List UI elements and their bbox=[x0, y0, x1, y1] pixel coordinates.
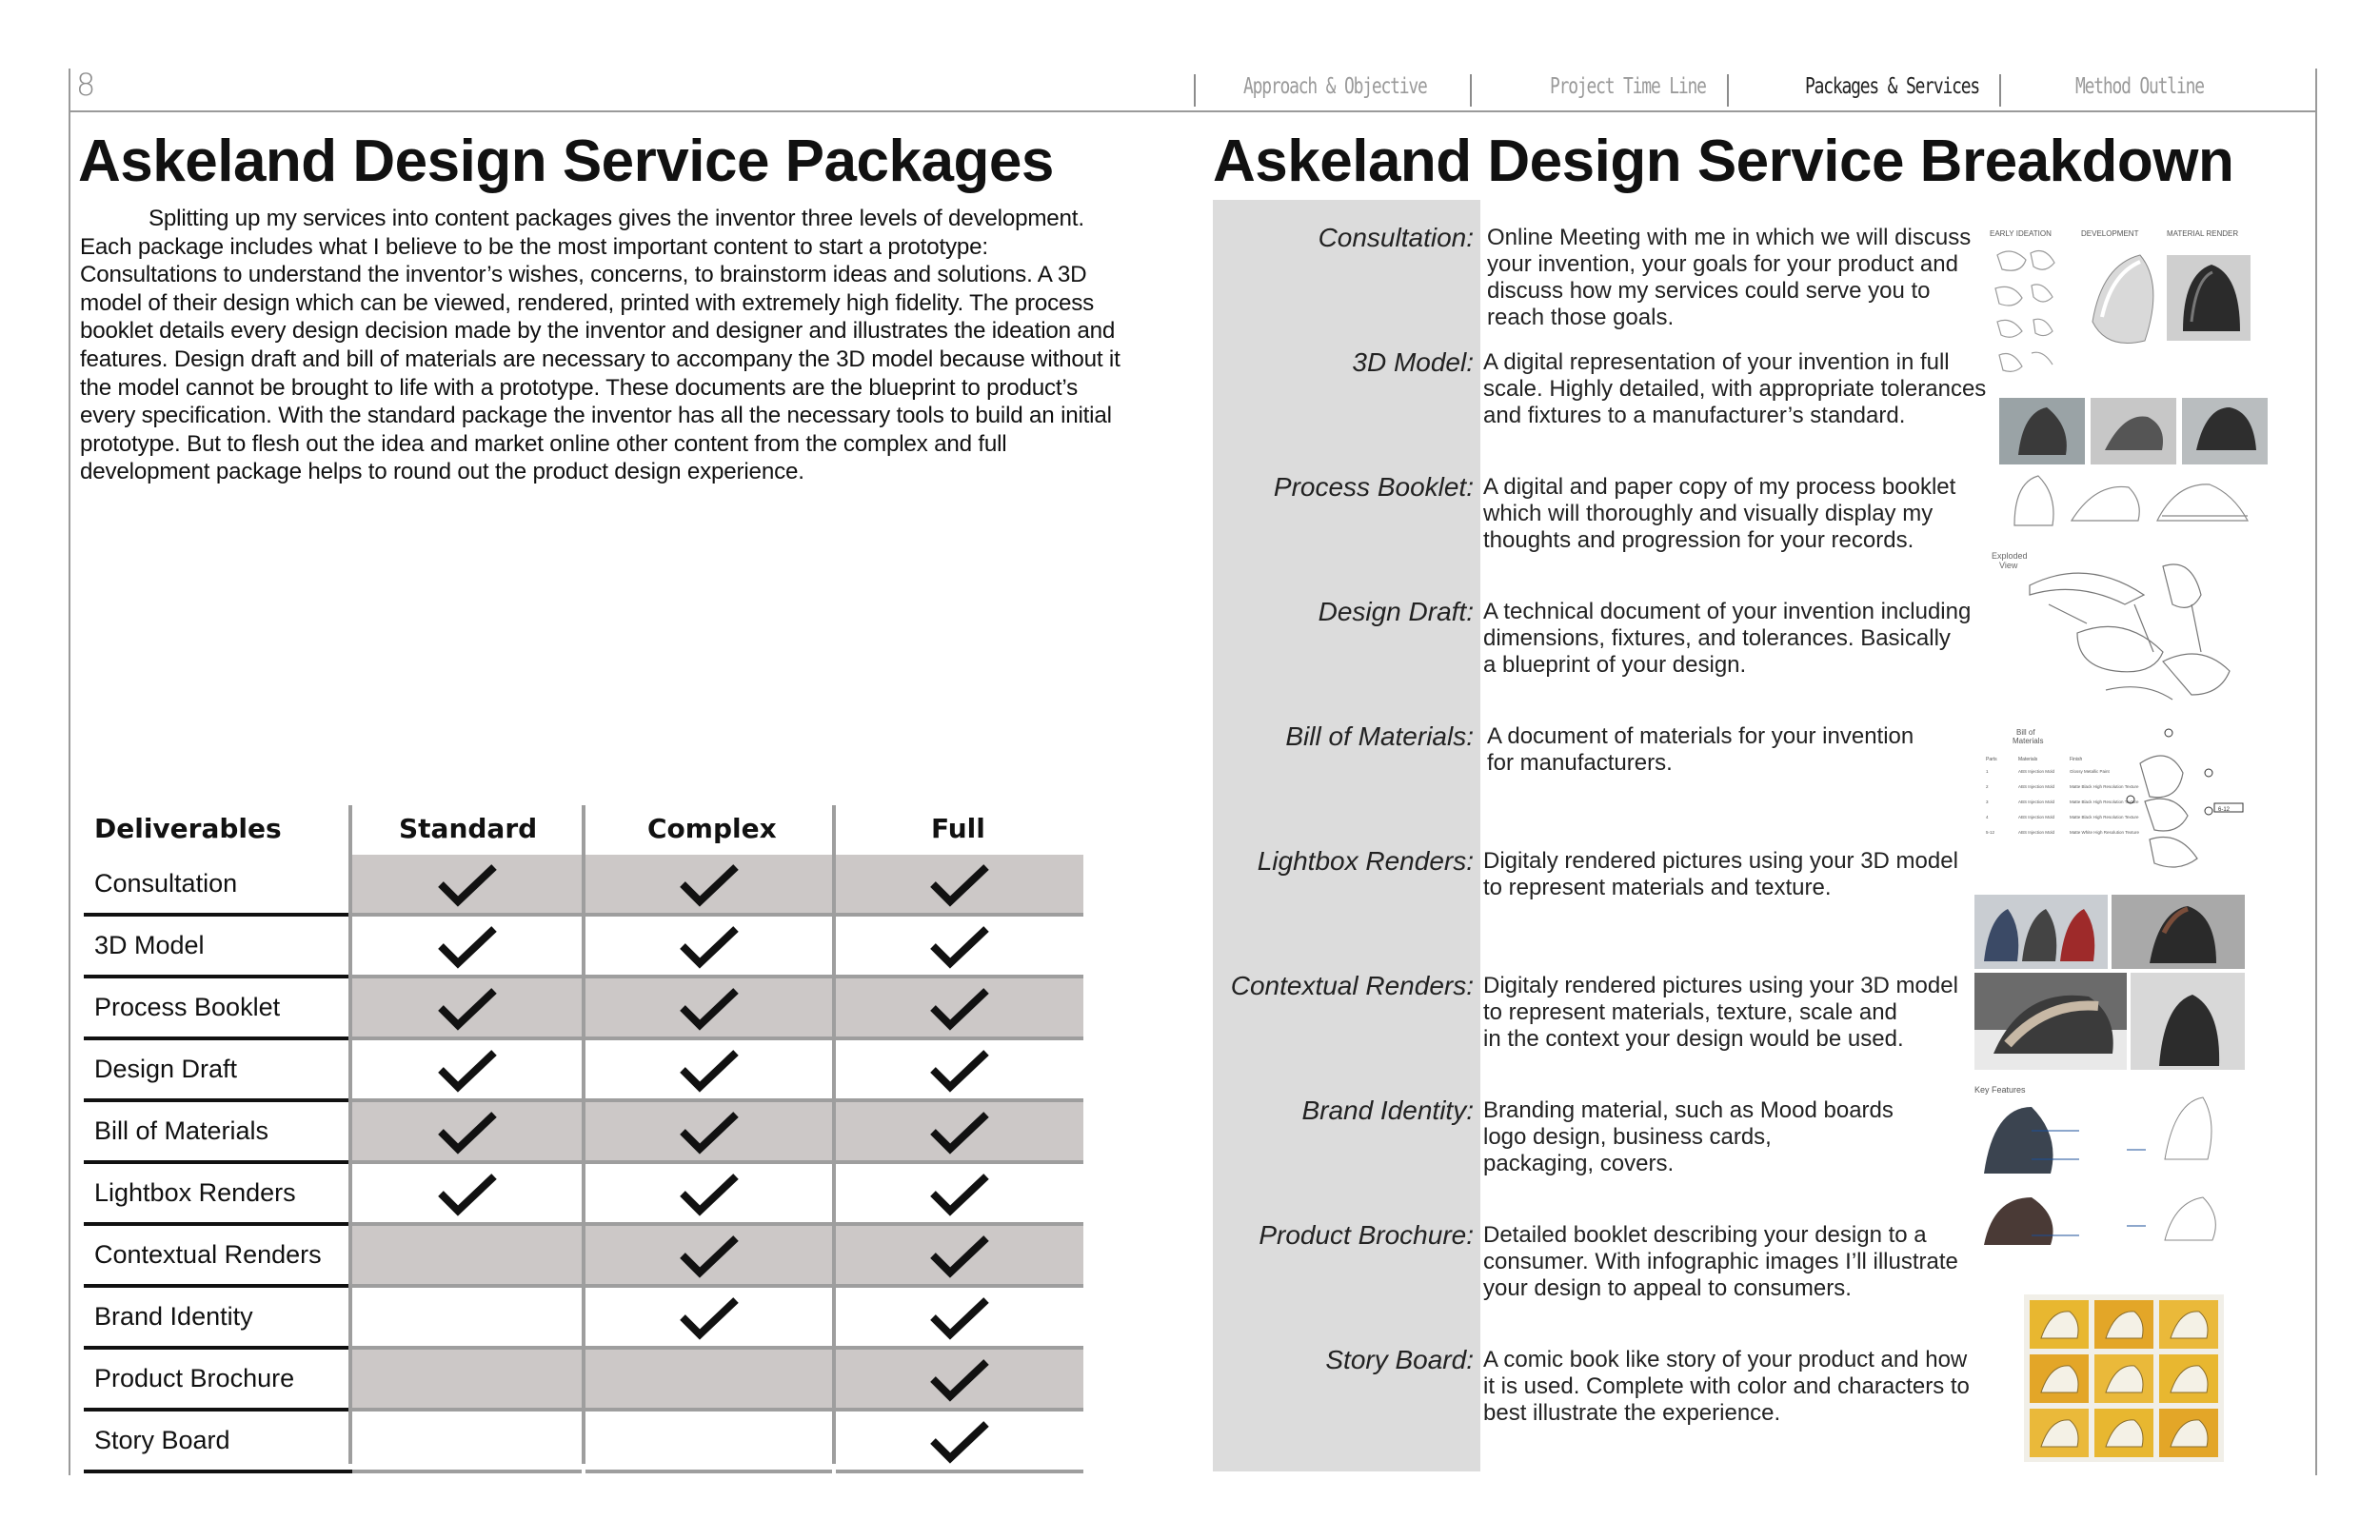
service-label: Product Brochure: bbox=[1259, 1220, 1474, 1250]
contextual-render-image-2 bbox=[2131, 973, 2245, 1070]
description-line: A technical document of your invention including bbox=[1483, 599, 1972, 624]
bom-cell: Matte Black High Resolution Texture bbox=[2070, 784, 2139, 789]
service-label: Design Draft: bbox=[1318, 597, 1474, 626]
description-line: Branding material, such as Mood boards bbox=[1483, 1097, 1894, 1123]
bom-cell: 5-12 bbox=[1986, 830, 1995, 835]
description-line: packaging, covers. bbox=[1483, 1151, 1675, 1176]
model-render-image-2 bbox=[2091, 398, 2176, 464]
bom-cell: Matte White High Resolution Texture bbox=[2070, 830, 2139, 835]
description-line: A digital and paper copy of my process booklet bbox=[1483, 474, 1956, 500]
description-line: which will thoroughly and visually display my bbox=[1483, 501, 1934, 526]
description-line: Digitaly rendered pictures using your 3D model bbox=[1483, 973, 1958, 998]
deliverable-label: Story Board bbox=[84, 1412, 359, 1473]
deliverable-label: Contextual Renders bbox=[84, 1226, 359, 1288]
description-line: your invention, your goals for your product and bbox=[1487, 251, 1958, 277]
deliverable-label: Process Booklet bbox=[84, 978, 359, 1040]
description-line: Detailed booklet describing your design to a bbox=[1483, 1222, 1927, 1248]
bom-caption-1: Bill of bbox=[2016, 728, 2035, 737]
deliverable-label: 3D Model bbox=[84, 917, 359, 978]
bill-of-materials-image bbox=[1978, 725, 2264, 878]
lightbox-render-image-2 bbox=[2112, 895, 2245, 969]
description-line: discuss how my services could serve you to bbox=[1487, 278, 1931, 304]
bom-cell: Matte Black High Resolution Texture bbox=[2070, 800, 2139, 804]
mouse-renders bbox=[1974, 895, 2108, 969]
breakdown-title: Askeland Design Service Breakdown bbox=[1213, 128, 2234, 194]
service-label: Lightbox Renders: bbox=[1257, 846, 1474, 876]
deliverable-label: Bill of Materials bbox=[84, 1102, 359, 1164]
exploded-caption: Exploded bbox=[1992, 551, 2028, 561]
bom-cell: ABS Injection Mold bbox=[2018, 769, 2055, 774]
description-line: A comic book like story of your product and how bbox=[1483, 1347, 1968, 1372]
description-line: to represent materials and texture. bbox=[1483, 875, 1832, 900]
service-label: Brand Identity: bbox=[1301, 1096, 1474, 1125]
description-line: to represent materials, texture, scale and bbox=[1483, 999, 1897, 1025]
deliverable-label: Lightbox Renders bbox=[84, 1164, 359, 1226]
description-line: your design to appeal to consumers. bbox=[1483, 1275, 1852, 1301]
mouse-render bbox=[2112, 895, 2245, 969]
key-features-image bbox=[1974, 1083, 2260, 1264]
bom-header-materials: Materials bbox=[2018, 757, 2038, 762]
description-line: consumer. With infographic images I’ll illustrate bbox=[1483, 1249, 1958, 1274]
deliverable-label: Product Brochure bbox=[84, 1350, 359, 1412]
service-description bbox=[1487, 225, 1992, 331]
deliverable-label: Consultation bbox=[84, 855, 359, 917]
header-standard: Standard bbox=[399, 813, 538, 844]
nav-project-time-line[interactable]: Project Time Line bbox=[1550, 74, 1706, 99]
description-line: a blueprint of your design. bbox=[1483, 652, 1747, 678]
service-description bbox=[1483, 599, 1988, 679]
description-line: A digital representation of your invention in full bbox=[1483, 349, 1950, 375]
deliverable-label: Brand Identity bbox=[84, 1288, 359, 1350]
deliverable-label: Design Draft bbox=[84, 1040, 359, 1102]
page-number: 8 bbox=[76, 67, 96, 103]
story-panels bbox=[2030, 1300, 2218, 1457]
bom-cell: 3 bbox=[1986, 800, 1989, 804]
model-render-image-3 bbox=[2182, 398, 2268, 464]
bom-cell: Matte Black High Resolution Texture bbox=[2070, 815, 2139, 819]
service-label: Process Booklet: bbox=[1273, 472, 1474, 502]
mouse-render bbox=[2182, 398, 2268, 464]
description-line: best illustrate the experience. bbox=[1483, 1400, 1781, 1426]
bom-cell: ABS Injection Mold bbox=[2018, 784, 2055, 789]
nav-approach-objective[interactable]: Approach & Objective bbox=[1243, 74, 1427, 99]
model-render-image-1 bbox=[1999, 398, 2085, 464]
header-full: Full bbox=[931, 813, 985, 844]
service-description bbox=[1483, 1347, 1988, 1427]
service-label: 3D Model: bbox=[1352, 347, 1474, 377]
packages-title: Askeland Design Service Packages bbox=[78, 128, 1054, 194]
service-description bbox=[1487, 723, 1992, 777]
bom-rows bbox=[1986, 769, 2139, 835]
description-line: in the context your design would be used. bbox=[1483, 1026, 1904, 1052]
description-line: reach those goals. bbox=[1487, 305, 1675, 330]
key-features-caption: Key Features bbox=[1974, 1085, 2026, 1095]
service-description bbox=[1483, 1222, 1988, 1302]
bom-cell: ABS Injection Mold bbox=[2018, 830, 2055, 835]
bom-cell: 4 bbox=[1986, 815, 1989, 819]
description-line: scale. Highly detailed, with appropriate tolerances bbox=[1483, 376, 1987, 402]
ideation-caption: EARLY IDEATION bbox=[1990, 229, 2052, 238]
bom-header-parts: Parts bbox=[1986, 757, 1997, 762]
nav-method-outline[interactable]: Method Outline bbox=[2075, 74, 2204, 99]
description-line: Online Meeting with me in which we will discuss bbox=[1487, 225, 1972, 250]
bom-callout-label: 6-12 bbox=[2218, 807, 2231, 813]
description-line: logo design, business cards, bbox=[1483, 1124, 1772, 1150]
contextual-render-image-1 bbox=[1974, 973, 2127, 1070]
description-line: Digitaly rendered pictures using your 3D model bbox=[1483, 848, 1958, 874]
bom-caption-2: Materials bbox=[2013, 737, 2044, 745]
description-line: and fixtures to a manufacturer’s standard. bbox=[1483, 403, 1906, 428]
service-label: Bill of Materials: bbox=[1285, 721, 1474, 751]
material-render-caption: MATERIAL RENDER bbox=[2167, 229, 2239, 238]
ideation-sketches-image bbox=[1988, 227, 2252, 388]
description-line: A document of materials for your invention bbox=[1487, 723, 1914, 749]
header-deliverables: Deliverables bbox=[94, 813, 282, 844]
nav-packages-services[interactable]: Packages & Services bbox=[1805, 74, 1979, 99]
bom-header-finish: Finish bbox=[2070, 757, 2083, 762]
service-description bbox=[1483, 474, 1988, 554]
bom-cell: ABS Injection Mold bbox=[2018, 815, 2055, 819]
service-label: Story Board: bbox=[1325, 1345, 1474, 1374]
mouse-in-context bbox=[1974, 973, 2127, 1070]
service-description bbox=[1483, 1097, 1988, 1177]
lightbox-render-image-1 bbox=[1974, 895, 2108, 969]
story-board-image bbox=[2024, 1294, 2224, 1462]
description-line: for manufacturers. bbox=[1487, 750, 1673, 776]
exploded-view-image bbox=[1992, 547, 2268, 719]
service-label: Contextual Renders: bbox=[1230, 971, 1474, 1000]
header-complex: Complex bbox=[647, 813, 777, 844]
mouse-render bbox=[2091, 398, 2176, 464]
process-booklet-sketches-image bbox=[1995, 468, 2262, 535]
description-line: dimensions, fixtures, and tolerances. Basically bbox=[1483, 625, 1951, 651]
service-description bbox=[1483, 973, 1988, 1053]
mouse-render bbox=[1999, 398, 2085, 464]
mouse-in-context bbox=[2131, 973, 2245, 1070]
bom-cell: 2 bbox=[1986, 784, 1989, 789]
bom-cell: ABS Injection Mold bbox=[2018, 800, 2055, 804]
service-description bbox=[1483, 349, 1988, 429]
view-caption: View bbox=[1999, 561, 2018, 570]
intro-paragraph: Splitting up my services into content packages gives the inventor three levels of development. Each package includes what I believe to be the most important content to start a prototype: Consultations to understand the inventor’s wishes, concerns, to brainstorm ideas and solutions. A 3D model of their design which can be viewed, rendered, printed with extremely high fidelity. The process booklet details every design decision made by the inventor and designer and illustrates the ideation and features. Design draft and bill of materials are necessary to accompany the 3D model because without it the model cannot be brought to life with a prototype. These documents are the blueprint to product’s every specification. With the standard package the inventor has all the necessary tools to build an initial prototype. But to flesh out the idea and market online other content from the complex and full development package helps to round out the product design experience. bbox=[80, 206, 1121, 485]
service-description bbox=[1483, 848, 1988, 901]
bom-cell: Glossy Metallic Paint bbox=[2070, 769, 2110, 774]
bom-cell: 1 bbox=[1986, 769, 1989, 774]
service-label: Consultation: bbox=[1318, 223, 1474, 252]
description-line: it is used. Complete with color and characters to bbox=[1483, 1373, 1970, 1399]
development-caption: DEVELOPMENT bbox=[2081, 229, 2139, 238]
description-line: thoughts and progression for your records. bbox=[1483, 527, 1914, 553]
